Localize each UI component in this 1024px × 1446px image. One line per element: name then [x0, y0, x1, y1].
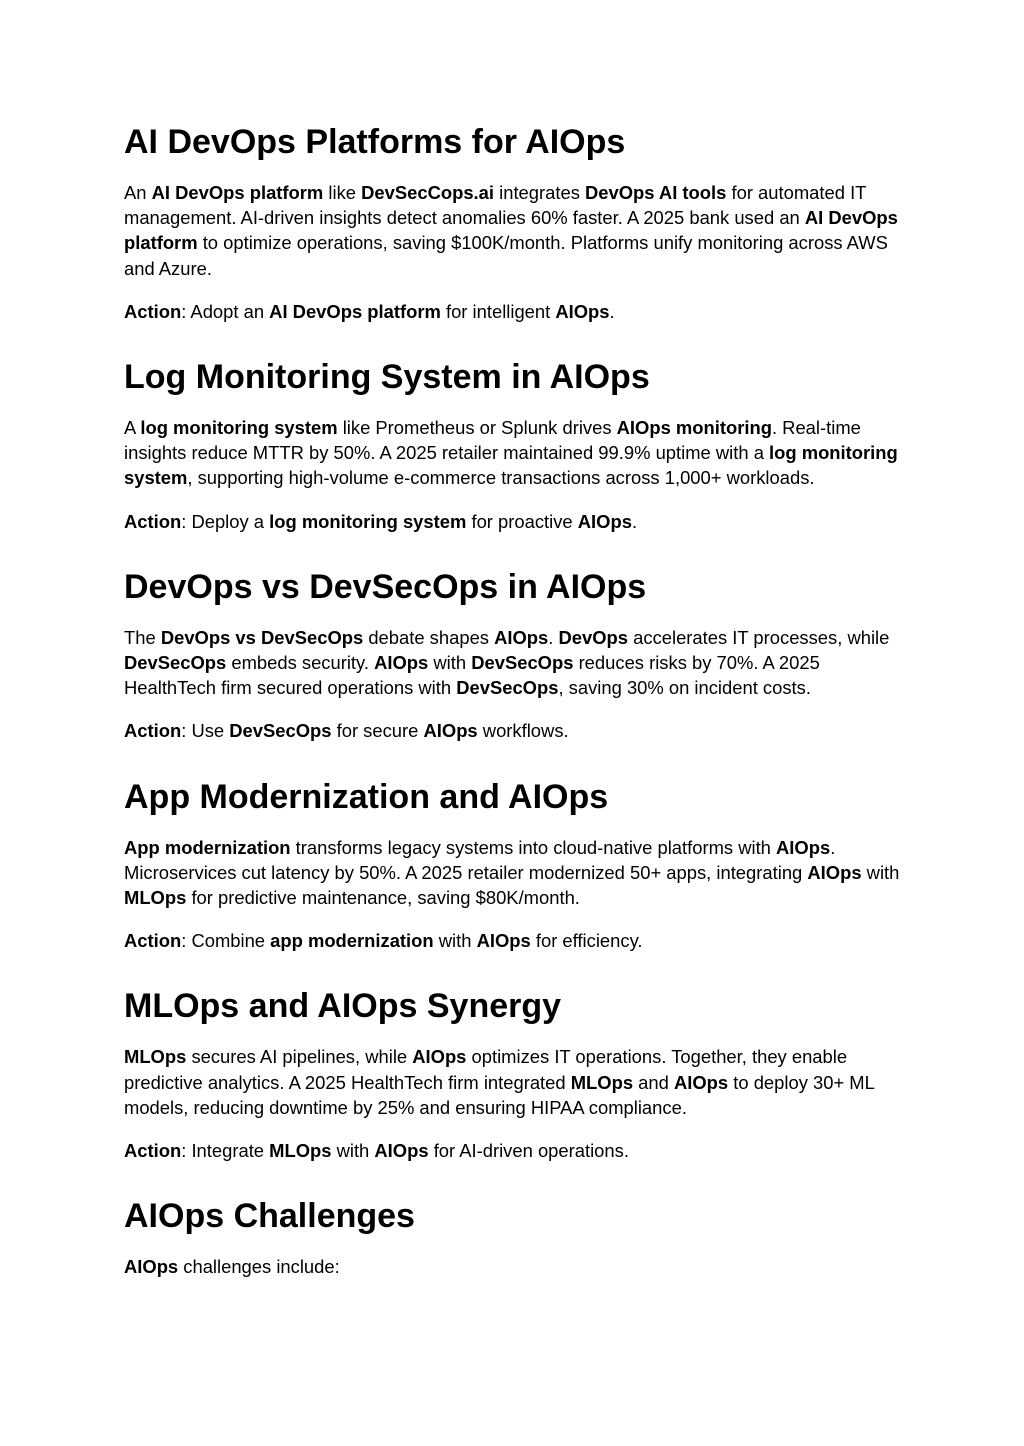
action-line: [124, 928, 900, 953]
bold-text-run: AIOps: [124, 1256, 179, 1278]
document-section: [124, 987, 900, 1163]
text-run: workflows.: [477, 720, 569, 742]
text-run: to optimize operations, saving $100K/month. Platforms unify monitoring across AWS and Azure.: [124, 232, 888, 279]
text-run: embeds security.: [226, 652, 375, 674]
bold-text-run: DevSecCops.ai: [361, 182, 495, 203]
document-section: [124, 1197, 900, 1279]
bold-text-run: AIOps: [476, 930, 531, 952]
bold-text-run: AIOps: [577, 510, 632, 532]
text-run: like Prometheus or Splunk drives: [337, 417, 617, 439]
section-heading: MLOps and AIOps Synergy: [124, 987, 562, 1026]
bold-text-run: AIOps: [807, 861, 862, 883]
text-run: for intelligent: [440, 300, 556, 322]
bold-text-run: app modernization: [270, 930, 434, 952]
section-paragraph: [124, 625, 900, 701]
document-section: [124, 358, 900, 534]
bold-text-run: Action: [124, 510, 182, 532]
text-run: An: [124, 182, 152, 203]
document-section: [124, 568, 900, 744]
text-run: secures AI pipelines, while: [186, 1046, 413, 1068]
bold-text-run: Action: [124, 930, 182, 952]
bold-text-run: DevOps AI tools: [585, 182, 727, 203]
text-run: : Combine: [181, 930, 271, 952]
text-run: : Use: [181, 720, 230, 742]
text-run: : Adopt an: [181, 300, 270, 322]
bold-text-run: Action: [124, 1140, 182, 1162]
section-heading: AI DevOps Platforms for AIOps: [124, 123, 626, 161]
text-run: with: [331, 1140, 375, 1162]
section-paragraph: [124, 835, 900, 911]
bold-text-run: MLOps: [570, 1071, 634, 1093]
document-section: [124, 123, 900, 324]
bold-text-run: DevSecOps: [229, 720, 332, 742]
bold-text-run: AI DevOps platform: [269, 300, 441, 322]
text-run: A: [124, 417, 141, 439]
text-run: .: [548, 626, 559, 648]
text-run: . Real-time insights reduce MTTR by 50%. A 2025 retailer maintained 99.9% uptime with a: [124, 417, 861, 464]
bold-text-run: DevSecOps: [124, 652, 227, 674]
section-heading: App Modernization and AIOps: [124, 777, 609, 816]
bold-text-run: AIOps: [412, 1046, 467, 1068]
text-run: for AI-driven operations.: [428, 1140, 629, 1162]
section-paragraph: [124, 1254, 900, 1279]
text-run: .: [609, 300, 615, 322]
section-heading: AIOps Challenges: [124, 1197, 415, 1236]
text-run: , saving 30% on incident costs.: [558, 677, 811, 699]
section-heading: Log Monitoring System in AIOps: [124, 358, 650, 397]
action-line: [124, 299, 900, 324]
text-run: with: [861, 861, 900, 883]
bold-text-run: MLOps: [124, 1046, 187, 1068]
section-paragraph: [124, 1044, 900, 1120]
bold-text-run: MLOps: [269, 1140, 332, 1162]
text-run: challenges include:: [178, 1256, 340, 1278]
bold-text-run: AIOps: [673, 1071, 729, 1093]
bold-text-run: AIOps: [374, 652, 429, 674]
document-body: [124, 123, 900, 1279]
text-run: : Integrate: [181, 1140, 270, 1162]
section-paragraph: [124, 415, 900, 491]
bold-text-run: Action: [124, 300, 182, 322]
action-line: [124, 1138, 900, 1163]
bold-text-run: DevOps: [558, 626, 629, 648]
text-run: : Deploy a: [181, 510, 270, 532]
text-run: . Microservices cut latency by 50%. A 2025 retailer modernized 50+ apps, integrating: [124, 836, 836, 883]
text-run: for secure: [331, 720, 424, 742]
text-run: like: [323, 182, 362, 203]
text-run: The: [124, 626, 161, 648]
bold-text-run: AI DevOps platform: [124, 207, 898, 254]
text-run: with: [428, 652, 472, 674]
text-run: .: [631, 510, 638, 532]
bold-text-run: log monitoring system: [124, 442, 898, 489]
bold-text-run: AIOps: [374, 1140, 429, 1162]
bold-text-run: DevSecOps: [456, 677, 559, 699]
text-run: for efficiency.: [530, 930, 643, 952]
text-run: for proactive: [466, 510, 578, 532]
bold-text-run: AIOps: [423, 720, 478, 742]
text-run: with: [433, 930, 477, 952]
bold-text-run: AIOps: [776, 836, 831, 858]
document-section: [124, 778, 900, 954]
action-line: [124, 509, 900, 534]
bold-text-run: App modernization: [124, 836, 291, 858]
bold-text-run: MLOps: [124, 887, 187, 909]
section-paragraph: [124, 180, 900, 281]
bold-text-run: log monitoring system: [269, 510, 467, 532]
bold-text-run: AIOps: [494, 626, 549, 648]
text-run: and: [633, 1071, 674, 1093]
bold-text-run: DevOps vs DevSecOps: [160, 626, 364, 648]
bold-text-run: log monitoring system: [140, 417, 338, 439]
text-run: , supporting high-volume e-commerce transactions across 1,000+ workloads.: [187, 467, 815, 489]
bold-text-run: AIOps monitoring: [616, 417, 772, 439]
text-run: debate shapes: [363, 626, 495, 648]
text-run: reduces risks by 70%. A 2025 HealthTech firm secured operations with: [124, 652, 820, 699]
bold-text-run: AIOps: [555, 300, 610, 322]
text-run: accelerates IT processes, while: [628, 626, 890, 648]
bold-text-run: DevSecOps: [471, 652, 574, 674]
text-run: transforms legacy systems into cloud-native platforms with: [290, 836, 777, 858]
text-run: for automated IT management. AI-driven insights detect anomalies 60% faster. A 2025 bank used an: [124, 182, 867, 229]
bold-text-run: Action: [124, 720, 182, 742]
text-run: for predictive maintenance, saving $80K/month.: [186, 887, 580, 909]
section-heading: DevOps vs DevSecOps in AIOps: [124, 567, 647, 606]
bold-text-run: AI DevOps platform: [151, 182, 324, 203]
action-line: [124, 718, 900, 743]
text-run: integrates: [494, 182, 585, 203]
text-run: optimizes IT operations. Together, they enable predictive analytics. A 2025 HealthTech firm integrated: [124, 1046, 848, 1093]
text-run: to deploy 30+ ML models, reducing downtime by 25% and ensuring HIPAA compliance.: [124, 1071, 875, 1118]
